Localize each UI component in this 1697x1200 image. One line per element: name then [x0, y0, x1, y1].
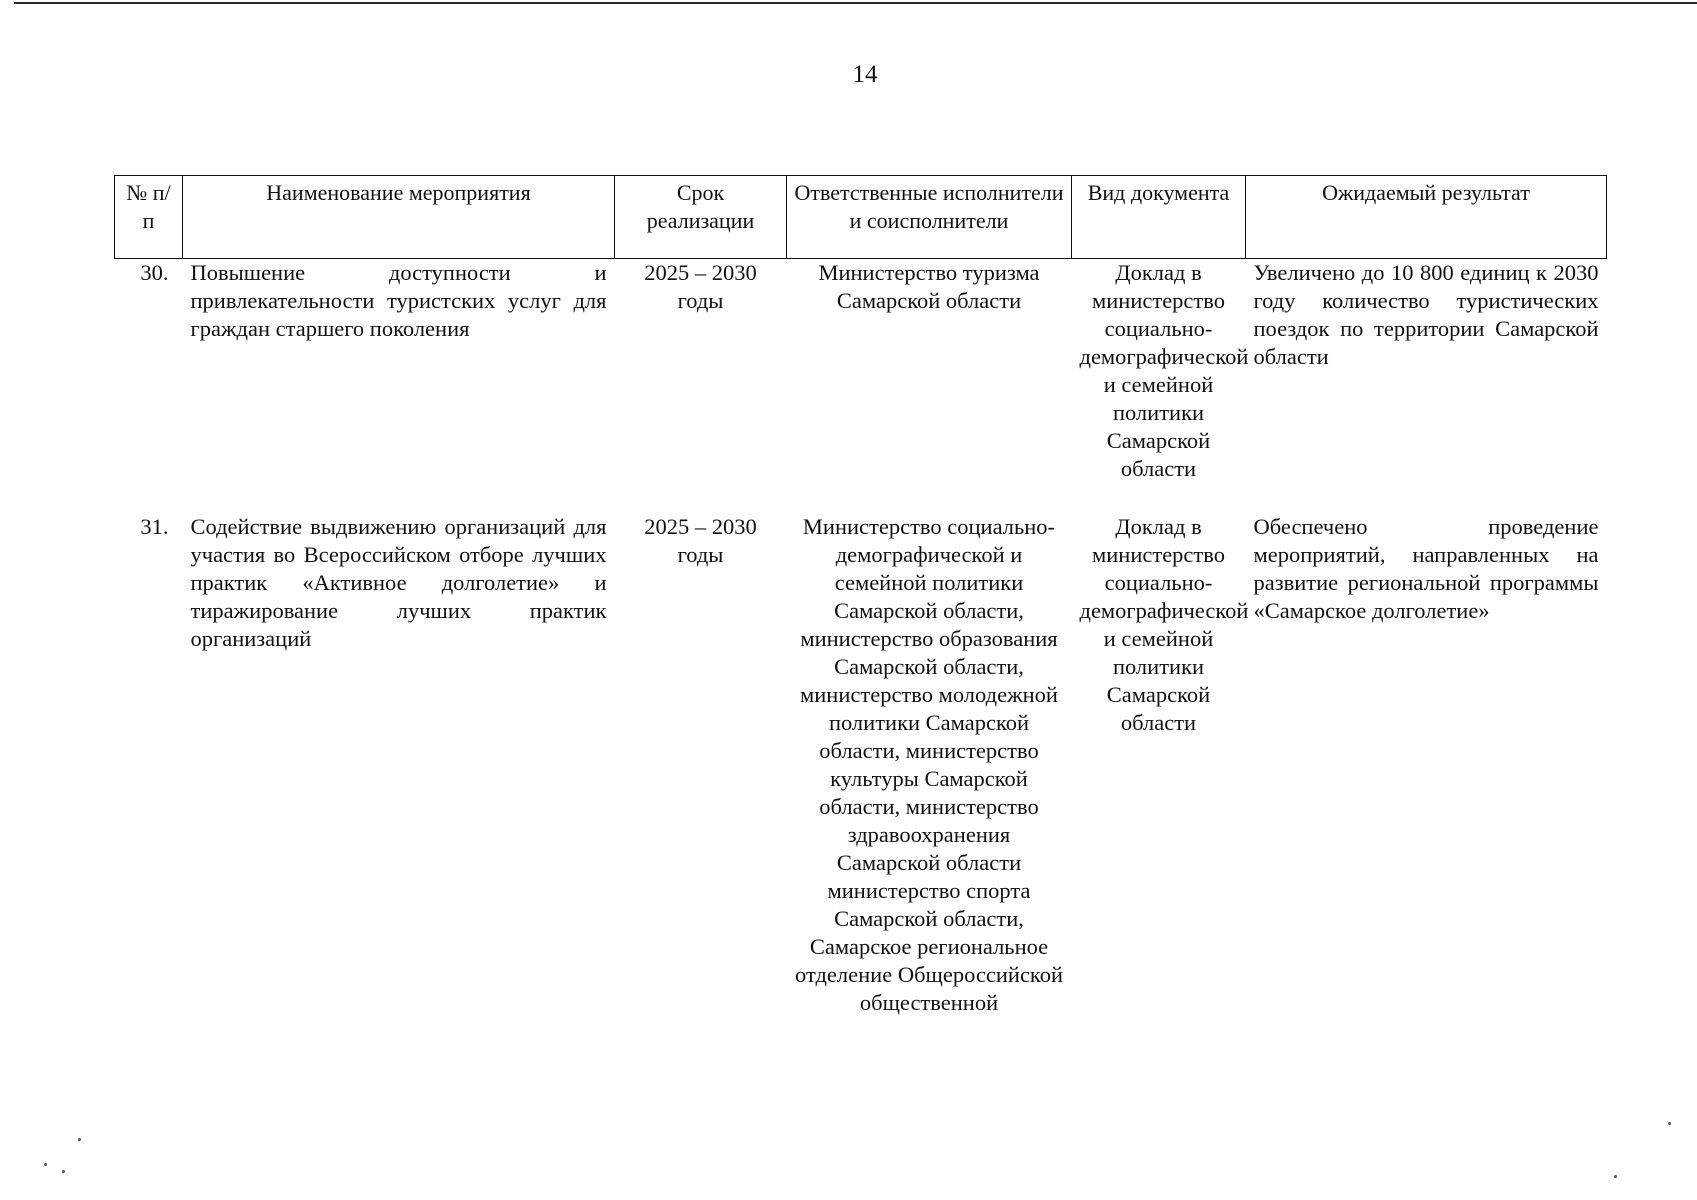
document-type: Доклад в министерство социально-демографической и семейной политики Самарской области	[1079, 260, 1249, 481]
document-type: Доклад в министерство социально-демографической и семейной политики Самарской области	[1079, 514, 1249, 735]
header-responsible: Ответственные исполнители и соисполнители	[787, 176, 1072, 259]
row-number: 30.	[140, 260, 169, 285]
measure-name: Содействие выдвижению организаций для участия во Всероссийском отборе лучших практик «Активное долголетие» и тиражирование лучших практик организаций	[190, 514, 607, 651]
measures-table	[114, 175, 1607, 1017]
table-row	[115, 259, 1607, 514]
measure-name: Повышение доступности и привлекательности туристских услуг для граждан старшего поколения	[190, 260, 607, 341]
header-result: Ожидаемый результат	[1246, 176, 1607, 259]
table-row	[115, 513, 1607, 1017]
header-doc-type: Вид документа	[1072, 176, 1246, 259]
scan-speck	[44, 1163, 47, 1166]
expected-result: Обеспечено проведение мероприятий, направленных на развитие региональной программы «Самарское долголетие»	[1253, 514, 1599, 623]
responsible-executors: Министерство социально-демографической и семейной политики Самарской области, министерство образования Самарской области, министерство молодежной политики Самарской области, министерство культуры Самарской области, министерство здравоохранения Самарской области министерство спорта Самарской области, Самарское региональное отделение Общероссийской общественной	[794, 514, 1064, 1015]
row-number: 31.	[140, 514, 169, 539]
table-header-row	[115, 176, 1607, 259]
scan-speck	[62, 1170, 65, 1173]
implementation-term: 2025 – 2030 годы	[644, 514, 757, 567]
header-name: Наименование мероприятия	[183, 176, 615, 259]
expected-result: Увеличено до 10 800 единиц к 2030 году количество туристических поездок по территории Самарской области	[1253, 260, 1599, 369]
header-term: Срок реализации	[615, 176, 787, 259]
top-border-line	[14, 2, 1697, 4]
scan-speck	[1668, 1122, 1671, 1125]
implementation-term: 2025 – 2030 годы	[644, 260, 757, 313]
page-number: 14	[852, 61, 878, 88]
header-num: № п/п	[115, 176, 183, 259]
measures-table-container	[114, 175, 1606, 1017]
scan-speck	[78, 1138, 81, 1141]
scan-speck	[1614, 1175, 1617, 1178]
responsible-executors: Министерство туризма Самарской области	[818, 260, 1040, 313]
